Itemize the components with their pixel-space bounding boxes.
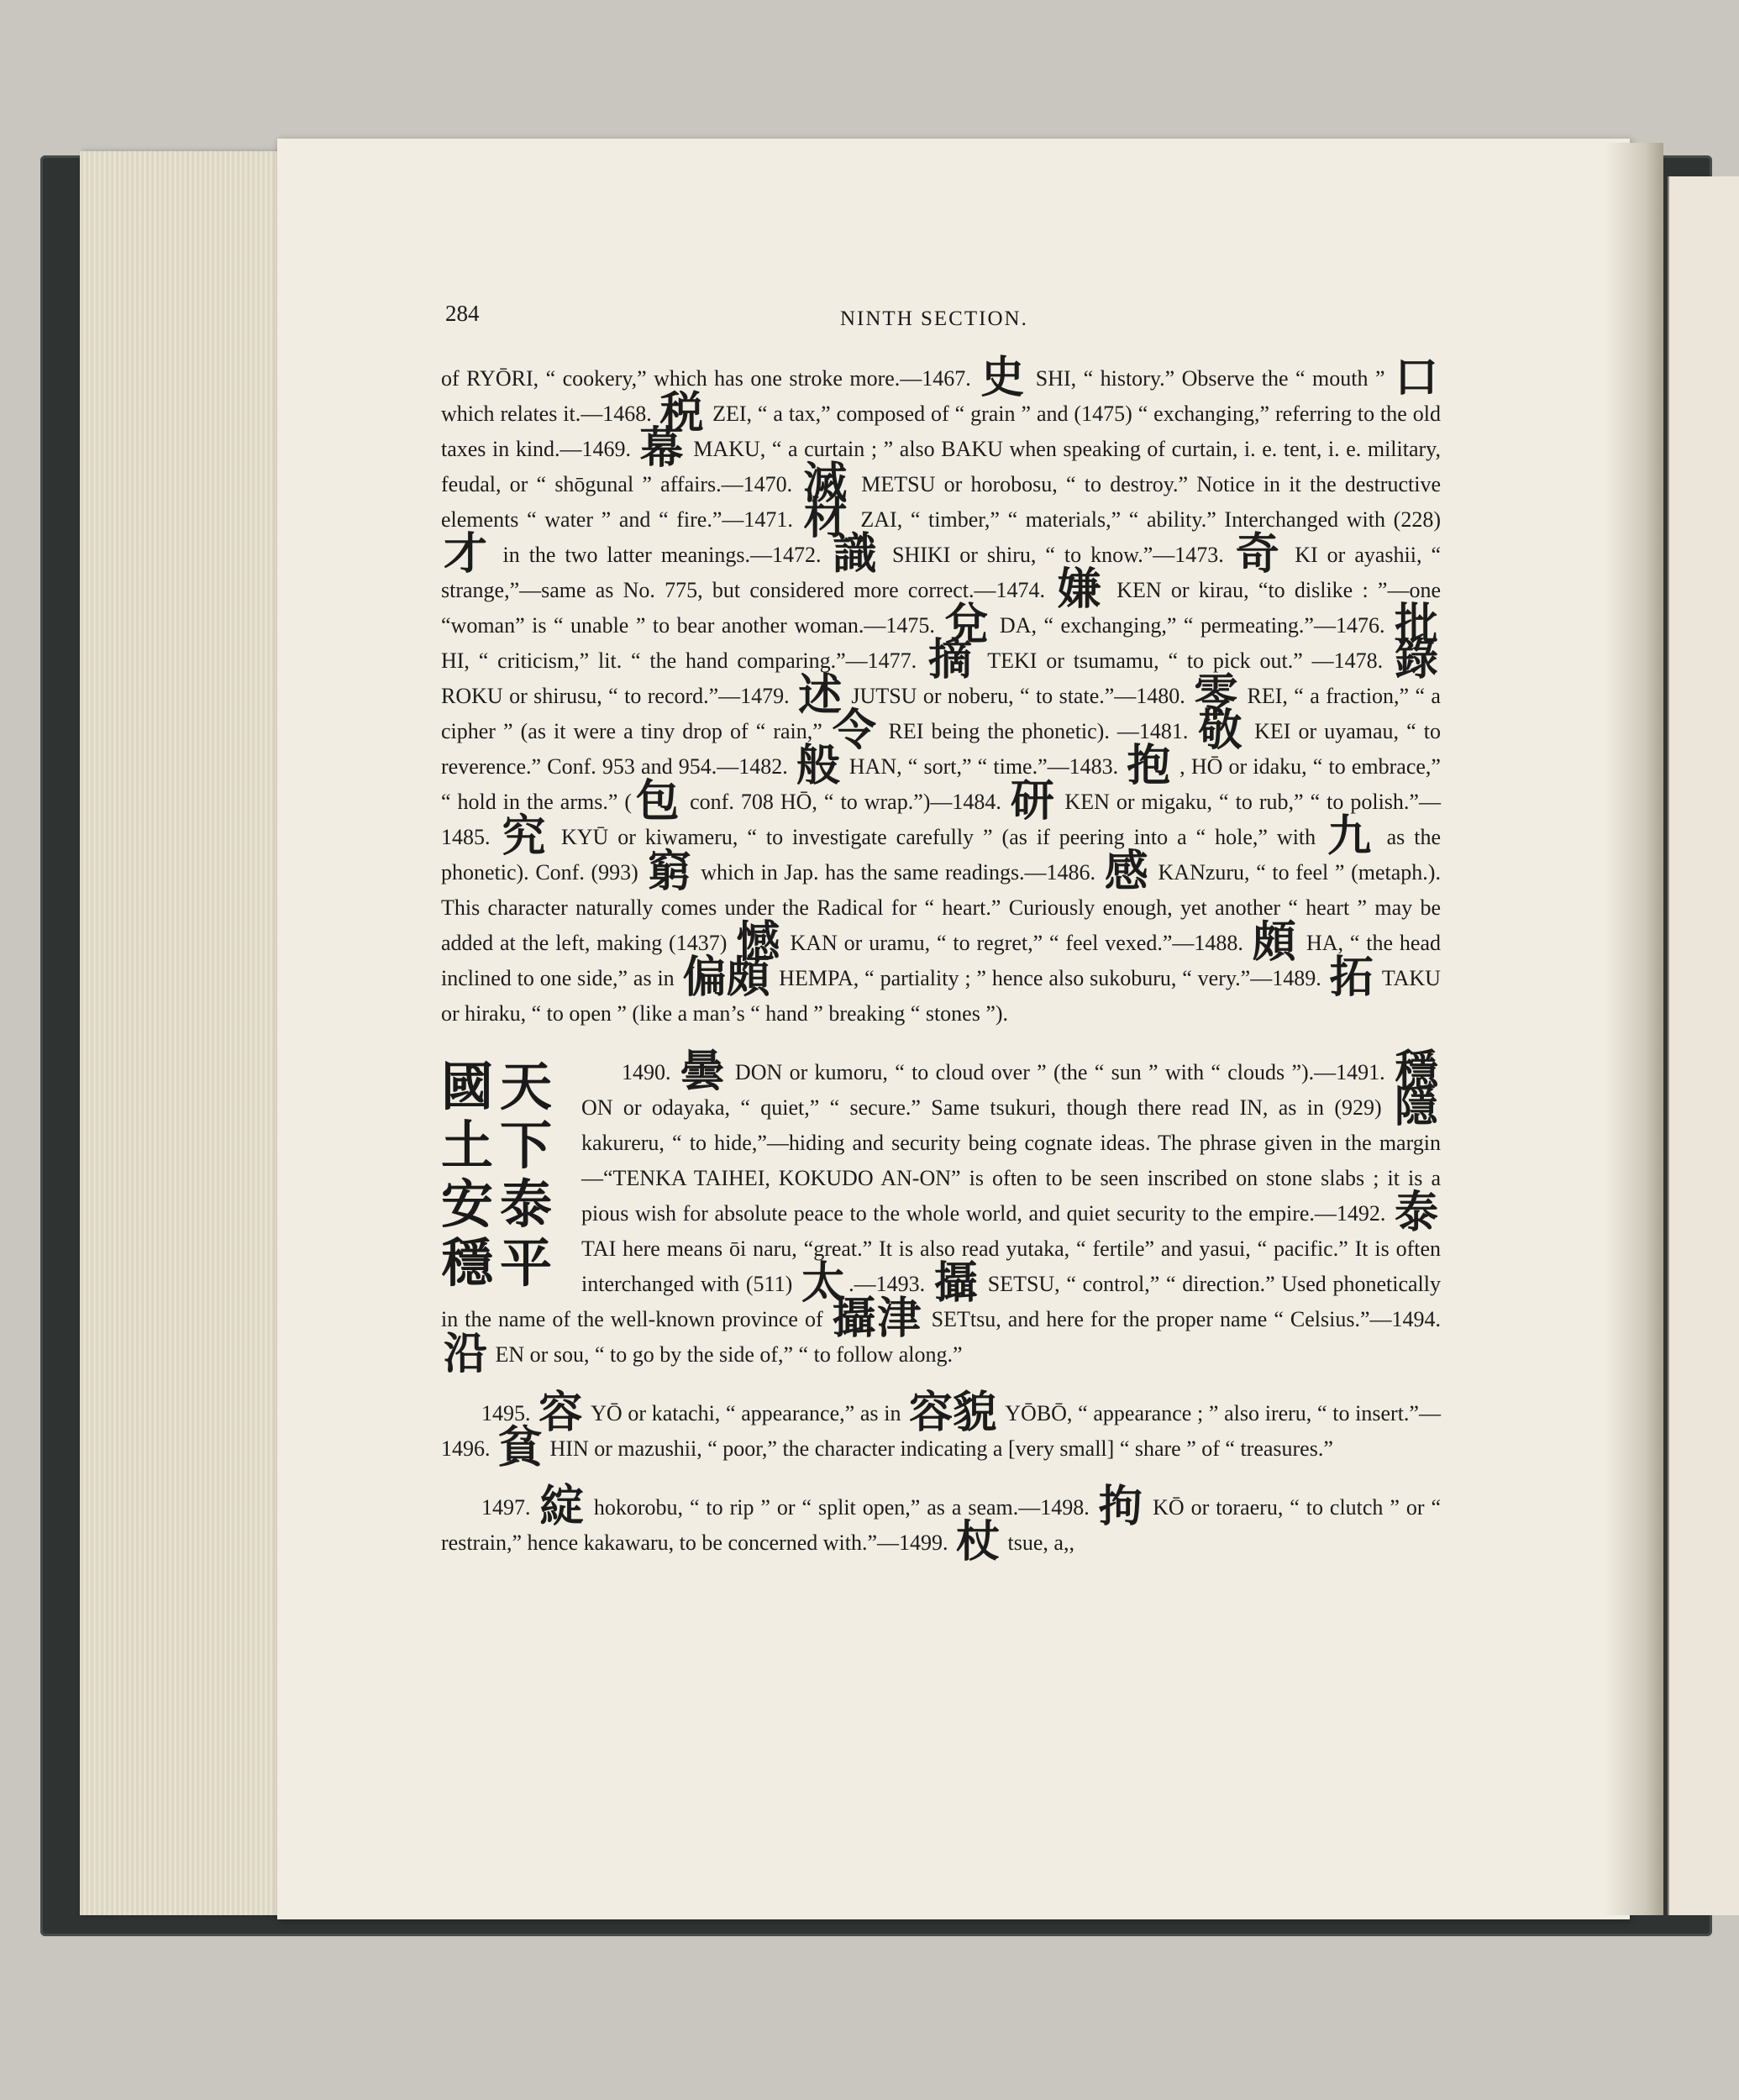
margin-phrase-row: 穩平 [441, 1236, 560, 1293]
kanji-glyph: 包 [634, 778, 681, 826]
kanji-glyph: 攝津 [832, 1295, 922, 1343]
kanji-glyph: 太 [801, 1260, 847, 1308]
facing-page-edge [1668, 176, 1739, 1915]
kanji-glyph: 窮 [647, 848, 692, 896]
page-number: 284 [445, 301, 480, 326]
kanji-glyph: 憾 [736, 919, 781, 967]
kanji-glyph: 滅 [803, 460, 851, 508]
page-edges [80, 151, 286, 1915]
kanji-glyph: 口 [1394, 354, 1438, 402]
kanji-glyph: 曇 [680, 1048, 726, 1096]
kanji-glyph: 穩 [1394, 1048, 1438, 1096]
kanji-glyph: 述 [798, 672, 843, 720]
kanji-glyph: 材 [803, 496, 850, 543]
kanji-glyph: 税 [659, 390, 705, 438]
margin-phrase-row: 國天 [441, 1059, 560, 1116]
kanji-glyph: 抱 [1127, 743, 1171, 790]
kanji-glyph: 貧 [498, 1425, 543, 1473]
kanji-glyph: 摘 [928, 637, 976, 685]
kanji-glyph: 才 [444, 531, 491, 579]
kanji-glyph: 識 [833, 531, 880, 579]
kanji-glyph: 拓 [1329, 954, 1374, 1002]
kanji-glyph: 隱 [1394, 1084, 1438, 1131]
page-body [441, 354, 1442, 1584]
kanji-glyph: 泰 [1394, 1189, 1438, 1237]
kanji-glyph: 容貌 [909, 1389, 997, 1437]
running-head: NINTH SECTION. [840, 307, 1028, 330]
kanji-glyph: 令 [832, 707, 879, 755]
kanji-glyph: 九 [1327, 813, 1375, 861]
kanji-glyph: 頗 [1252, 919, 1298, 967]
kanji-glyph: 兌 [944, 601, 990, 649]
paragraph-3: 1495. 容 YŌ or katachi, “ appearance,” as in 容貌 YŌBŌ, “ appearance ; ” also ireru, “ to insert.”—1496. 貧 HIN or mazushii, “ poor,” the character indicating a [very small] “ share ” of “ treasures.” [441, 1389, 1441, 1473]
kanji-glyph: 攝 [933, 1260, 980, 1308]
kanji-glyph: 錄 [1394, 637, 1438, 685]
margin-phrase-row: 安泰 [441, 1177, 560, 1234]
kanji-glyph: 杖 [956, 1519, 1001, 1567]
kanji-glyph: 拘 [1098, 1483, 1144, 1531]
kanji-glyph: 嫌 [1057, 566, 1105, 614]
kanji-glyph: 究 [502, 813, 549, 861]
paragraph-2: 1490. 曇 DON or kumoru, “ to cloud over ” (the “ sun ” with “ clouds ”).—1491. 穩 ON or odayaka, “ quiet,” “ secure.” Same tsukuri, though there read IN, as in (929) 隱 kakureru, “ to hide,”—hiding and security being cognate ideas. The phrase given in the margin—“TENKA TAIHEI, KOKUDO AN-ON” is often to be seen inscribed on stone slabs ; it is a pious wish for absolute peace to the whole world, and quiet security to the empire.—1492. 泰 TAI here means ōi naru, “great.” It is also read yutaka, “ fertile” and yasui, “ pacific.” It is often interchanged with (511) 太 .—1493. 攝 SETSU, “ control,” “ direction.” Used phonetically in the name of the well-known province of 攝津 SETtsu, and here for the proper name “ Celsius.”—1494. 沿 EN or sou, “ to go by the side of,” “ to follow along.” [441, 1048, 1442, 1378]
kanji-glyph: 敬 [1198, 707, 1245, 755]
kanji-glyph: 沿 [444, 1331, 488, 1378]
kanji-glyph: 研 [1010, 778, 1056, 826]
kanji-glyph: 零 [1194, 672, 1239, 720]
kanji-glyph: 容 [539, 1389, 583, 1437]
kanji-glyph: 偏頗 [682, 954, 771, 1002]
kanji-glyph: 綻 [539, 1483, 585, 1531]
kanji-glyph: 批 [1394, 601, 1438, 649]
kanji-glyph: 幕 [639, 425, 685, 473]
kanji-glyph: 感 [1104, 848, 1149, 896]
margin-phrase [441, 1058, 563, 1294]
kanji-glyph: 奇 [1235, 531, 1284, 579]
book-gutter [1605, 143, 1663, 1915]
margin-phrase-row: 土下 [441, 1118, 560, 1175]
kanji-glyph: 史 [980, 354, 1027, 402]
kanji-glyph: 般 [796, 743, 841, 790]
paragraph-1: of RYŌRI, “ cookery,” which has one stroke more.—1467. 史 SHI, “ history.” Observe the “ mouth ” 口 which relates it.—1468. 税 ZEI, “ a tax,” composed of “ grain ” and (1475) “ exchanging,” referring to the old taxes in kind.—1469. 幕 MAKU, “ a curtain ; ” also BAKU when speaking of curtain, i. e. tent, i. e. military, feudal, or “ shōgunal ” affairs.—1470. 滅 METSU or horobosu, “ to destroy.” Notice in it the destructive elements “ water ” and “ fire.”—1471. 材 ZAI, “ timber,” “ materials,” “ ability.” Interchanged with (228) 才 in the two latter meanings.—1472. 識 SHIKI or shiru, “ to know.”—1473. 奇 KI or ayashii, “ strange,”—same as No. 775, but considered more correct.—1474. 嫌 KEN or kirau, “to dislike : ”—one “woman” is “ unable ” to bear another woman.—1475. 兌 DA, “ exchanging,” “ permeating.”—1476. 批 HI, “ criticism,” lit. “ the hand comparing.”—1477. 摘 TEKI or tsumamu, “ to pick out.” —1478. 錄 ROKU or shirusu, “ to record.”—1479. 述 JUTSU or noberu, “ to state.”—1480. 零 REI, “ a fraction,” “ a cipher ” (as it were a tiny drop of “ rain,” 令 REI being the phonetic). —1481. 敬 KEI or uyamau, “ to reverence.” Conf. 953 and 954.—1482. 般 HAN, “ sort,” “ time.”—1483. 抱 , HŌ or idaku, “ to embrace,” “ hold in the arms.” (包 conf. 708 HŌ, “ to wrap.”)—1484. 研 KEN or migaku, “ to rub,” “ to polish.”—1485. 究 KYŪ or kiwameru, “ to investigate carefully ” (as if peering into a “ hole,” with 九 as the phonetic). Conf. (993) 窮 which in Jap. has the same readings.—1486. 感 KANzuru, “ to feel ” (metaph.). This character naturally comes under the Radical for “ heart.” Curiously enough, yet another “ heart ” may be added at the left, making (1437) 憾 KAN or uramu, “ to regret,” “ feel vexed.”—1488. 頗 HA, “ the head inclined to one side,” as in 偏頗 HEMPA, “ partiality ; ” hence also sukoburu, “ very.”—1489. 拓 TAKU or hiraku, “ to open ” (like a man’s “ hand ” breaking “ stones ”). [441, 354, 1441, 1026]
paragraph-4: 1497. 綻 hokorobu, “ to rip ” or “ split open,” as a seam.—1498. 拘 KŌ or toraeru, “ to clutch ” or “ restrain,” hence kakawaru, to be concerned with.”—1499. 杖 tsue, a,, [441, 1483, 1441, 1567]
